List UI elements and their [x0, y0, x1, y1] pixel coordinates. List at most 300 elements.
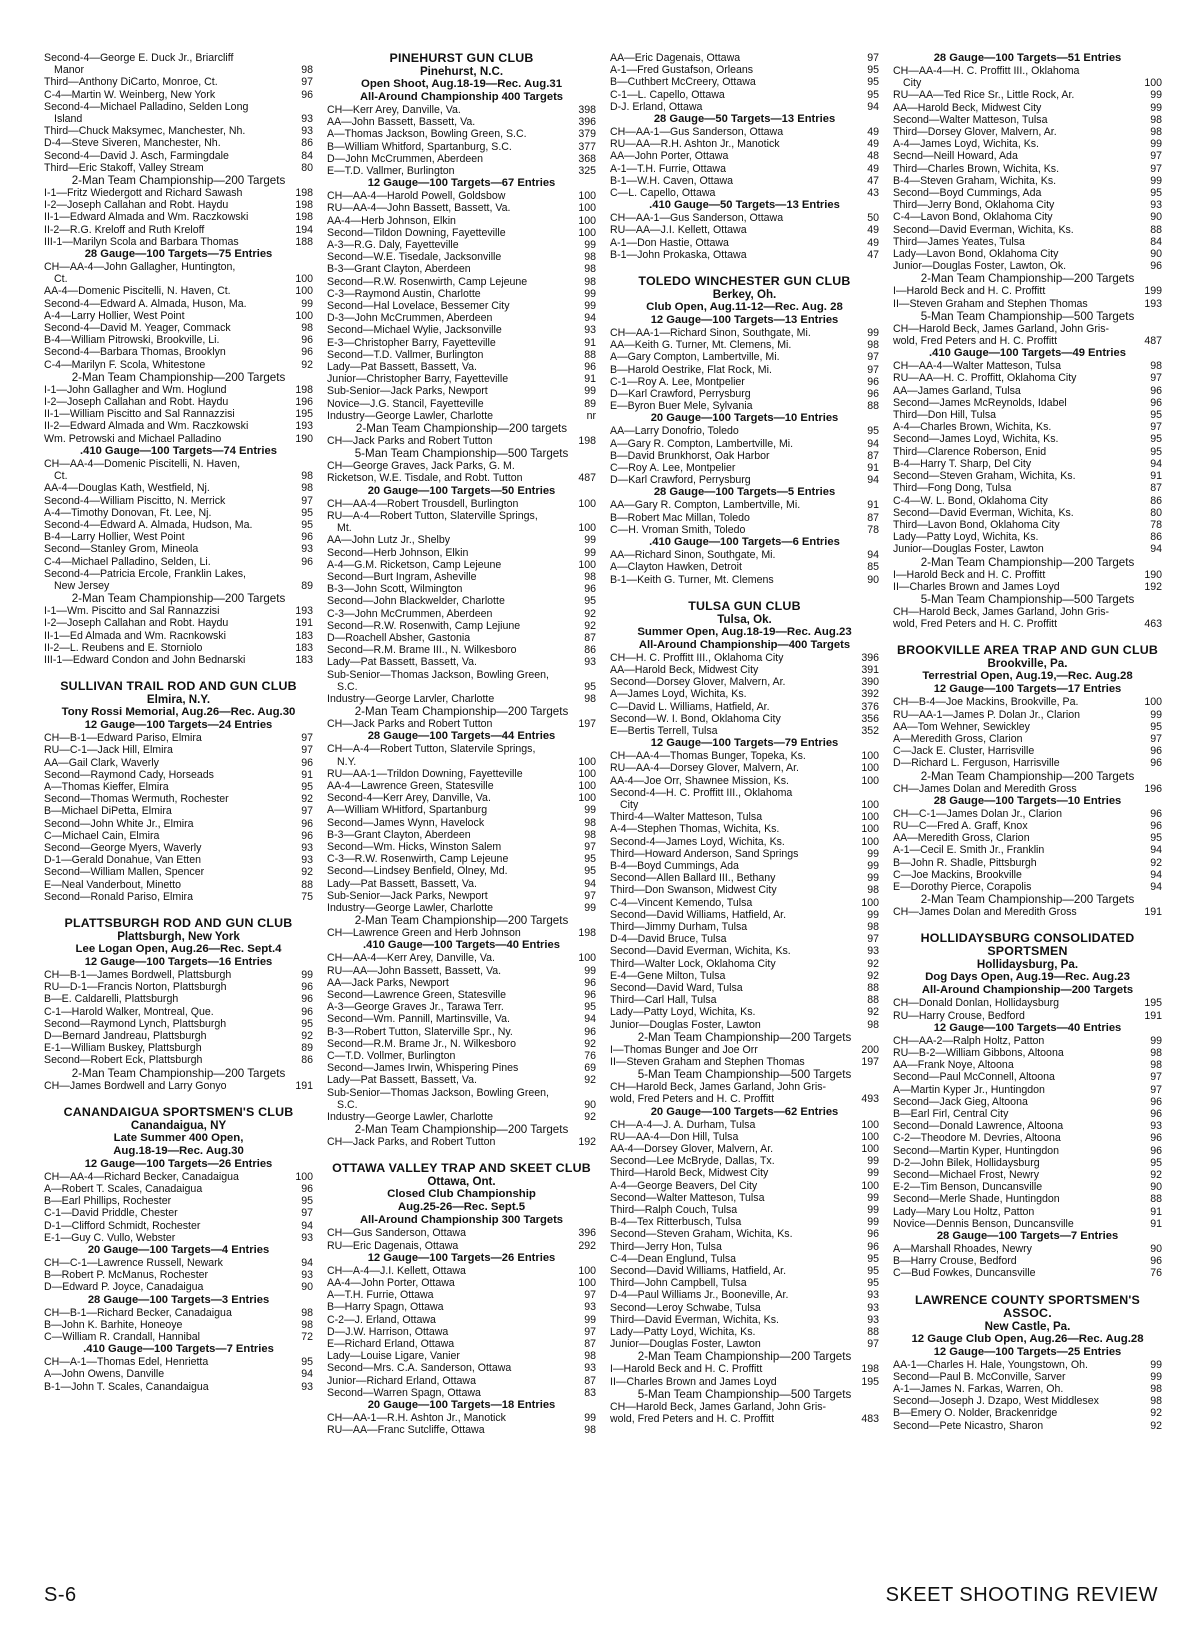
- shooter-entry: A-1—James N. Farkas, Warren, Oh.: [893, 1383, 1064, 1396]
- shooter-entry: II-1—Ed Almada and Wm. Racnkowski: [44, 629, 226, 642]
- shooter-entry: B—Robert Mac Millan, Toledo: [610, 511, 750, 524]
- score: 97: [867, 351, 879, 364]
- result-row: [893, 89, 1162, 101]
- result-row: [893, 1395, 1162, 1407]
- score: 87: [867, 511, 879, 524]
- result-row: [893, 175, 1162, 187]
- event-name: Summer Open, Aug.18-19—Rec. Aug.23: [637, 625, 852, 638]
- shooter-entry: B-1—W.H. Caven, Ottawa: [610, 174, 734, 187]
- shooter-entry: Lady—Patty Loyd, Wichita, Ks.: [610, 1006, 756, 1019]
- shooter-entry: CH—H. C. Proffitt III., Oklahoma City: [610, 651, 784, 664]
- result-row: [893, 857, 1162, 869]
- event-category-heading: All-Around Championship 400 Targets: [359, 91, 564, 103]
- score: 88: [1150, 1193, 1162, 1206]
- shooter-entry: B—E. Caldarelli, Plattsburgh: [44, 993, 179, 1006]
- result-row: [610, 524, 879, 536]
- result-row: [44, 519, 313, 531]
- team-event-heading: 2-Man Team Championship—200 Targets: [71, 370, 286, 384]
- score: 98: [301, 482, 313, 495]
- club-section: [893, 1294, 1162, 1432]
- shooter-entry: A—James Loyd, Wichita, Ks.: [610, 688, 747, 701]
- shooter-entry: Second—Boyd Cummings, Ada: [893, 187, 1042, 200]
- result-row: [610, 1056, 879, 1068]
- result-row: [610, 101, 879, 113]
- shooter-entry: CH—Donald Donlan, Hollidaysburg: [893, 997, 1060, 1010]
- result-row: [327, 1277, 596, 1289]
- shooter-entry: Second—Paul B. McConville, Sarver: [893, 1370, 1066, 1383]
- result-row: [327, 1062, 596, 1074]
- team-event-heading: 2-Man Team Championship—200 Targets: [354, 914, 569, 928]
- score: 97: [867, 933, 879, 946]
- shooter-entry: A—John Owens, Danville: [44, 1368, 165, 1381]
- score: 352: [861, 724, 879, 737]
- shooter-entry: Second-4—William Piscitto, N. Merrick: [44, 494, 226, 507]
- result-row: [44, 495, 313, 507]
- shooter-entry: B-4—Larry Hollier, West Point: [44, 531, 185, 544]
- shooter-entry: C-1—Harold Walker, Montreal, Que.: [44, 1005, 214, 1018]
- result-row: [893, 163, 1162, 175]
- shooter-entry: CH—AA-4—John Gallagher, Huntington,: [44, 261, 236, 274]
- shooter-entry: Third—Ralph Couch, Tulsa: [610, 1204, 738, 1217]
- result-row: [327, 534, 596, 546]
- result-row: [893, 1096, 1162, 1108]
- score: 99: [584, 546, 596, 559]
- score: 89: [584, 397, 596, 410]
- score: 95: [584, 595, 596, 608]
- score: 100: [578, 952, 596, 965]
- result-row: [327, 1350, 596, 1362]
- shooter-entry: RU—AA—Ted Rice Sr., Little Rock, Ar.: [893, 89, 1075, 102]
- shooter-entry: S.C.: [337, 680, 358, 693]
- shooter-entry: CH—B-1—Richard Becker, Canadaigua: [44, 1306, 232, 1319]
- result-row: [610, 1131, 879, 1143]
- shooter-entry: Third—Dorsey Glover, Malvern, Ar.: [893, 126, 1057, 139]
- shooter-entry: Second-4—James Loyd, Wichita, Ks.: [610, 835, 785, 848]
- result-row: [327, 251, 596, 263]
- result-row: [327, 792, 596, 804]
- score: 96: [1150, 1144, 1162, 1157]
- result-row: [44, 1269, 313, 1281]
- score: 98: [584, 1350, 596, 1363]
- event-category-heading: 28 Gauge—100 Targets—3 Entries: [87, 1293, 270, 1306]
- result-row: [893, 397, 1162, 409]
- event-category-heading: .410 Gauge—100 Targets—7 Entries: [83, 1343, 274, 1356]
- result-row: [327, 239, 596, 251]
- result-row: [893, 433, 1162, 445]
- score: 100: [578, 202, 596, 215]
- shooter-entry: I—Harold Beck and H. C. Proffitt: [893, 568, 1046, 581]
- shooter-entry: D—Karl Crawford, Perrysburg: [610, 388, 751, 401]
- score: 91: [1150, 1205, 1162, 1218]
- score: 92: [584, 607, 596, 620]
- result-row: [44, 866, 313, 878]
- shooter-entry: E—Neal Vanderbout, Minetto: [44, 878, 182, 891]
- club-title: CANANDAIGUA SPORTSMEN'S CLUB: [63, 1104, 294, 1119]
- score: 97: [301, 1207, 313, 1220]
- score: 200: [861, 1043, 879, 1056]
- result-row: [610, 688, 879, 700]
- score: 95: [584, 865, 596, 878]
- score: 100: [861, 1130, 879, 1143]
- result-row: [610, 249, 879, 261]
- result-row: [44, 298, 313, 310]
- score: 97: [1150, 732, 1162, 745]
- result-row: [44, 334, 313, 346]
- shooter-entry: C-1—Roy A. Lee, Montpelier: [610, 375, 745, 388]
- score: 99: [584, 804, 596, 817]
- shooter-entry: CH—James Dolan and Meredith Gross: [893, 782, 1077, 795]
- score: 96: [301, 981, 313, 994]
- result-row: [610, 499, 879, 511]
- result-row: [610, 897, 879, 909]
- score: 47: [867, 248, 879, 261]
- shooter-entry: A-1—T.H. Furrie, Ottawa: [610, 162, 726, 175]
- shooter-entry: D—Edward P. Joyce, Canadaigua: [44, 1281, 204, 1294]
- results-column: [44, 52, 313, 1572]
- section-continuation: [893, 52, 1162, 630]
- shooter-entry: CH—AA-4—Walter Matteson, Tulsa: [893, 360, 1061, 373]
- result-row: [327, 718, 596, 730]
- score: 392: [861, 688, 879, 701]
- score: 100: [578, 1264, 596, 1277]
- score: 100: [578, 226, 596, 239]
- result-row: [610, 1228, 879, 1240]
- event-category-heading: 28 Gauge—100 Targets—7 Entries: [936, 1230, 1119, 1243]
- shooter-entry: A-4—Timothy Donovan, Ft. Lee, Nj.: [44, 506, 212, 519]
- event-category-heading: 12 Gauge—100 Targets—26 Entries: [84, 1157, 273, 1170]
- shooter-entry: CH—AA-2—Ralph Holtz, Patton: [893, 1034, 1045, 1047]
- shooter-entry: RU—AA-4—Dorsey Glover, Malvern, Ar.: [610, 762, 799, 775]
- shooter-entry: Second—Thomas Wermuth, Rochester: [44, 793, 229, 806]
- score: 99: [584, 964, 596, 977]
- result-row: [893, 1071, 1162, 1083]
- result-row: [44, 1368, 313, 1380]
- shooter-entry: RU—Harry Crouse, Bedford: [893, 1009, 1025, 1022]
- score: 100: [578, 755, 596, 768]
- result-row: [44, 125, 313, 137]
- result-row: [44, 818, 313, 830]
- event-category-heading: 12 Gauge—100 Targets—26 Entries: [367, 1251, 556, 1264]
- result-row: [327, 768, 596, 780]
- shooter-entry: RU—A-4—Robert Tutton, Slaterville Springs,: [327, 509, 538, 522]
- shooter-entry: Mt.: [337, 522, 352, 535]
- score: 99: [867, 1155, 879, 1168]
- result-row: [44, 531, 313, 543]
- result-row: [610, 574, 879, 586]
- score: 96: [584, 989, 596, 1001]
- result-row: [44, 150, 313, 162]
- result-row: [610, 823, 879, 835]
- shooter-entry: Second-4—Michael Palladino, Selden Long: [44, 100, 249, 113]
- result-row: [893, 458, 1162, 470]
- shooter-entry: D-4—David Bruce, Tulsa: [610, 933, 727, 946]
- team-event-heading: 5-Man Team Championship—500 Targets: [637, 1068, 852, 1082]
- result-row: [610, 1326, 879, 1338]
- score: 98: [301, 1318, 313, 1331]
- result-row: [893, 844, 1162, 856]
- team-event-heading: 5-Man Team Championship—500 Targets: [920, 592, 1135, 606]
- score: 95: [867, 64, 879, 77]
- shooter-entry: Second—Steven Graham, Wichita, Ks.: [610, 1228, 793, 1241]
- result-row: [44, 1381, 313, 1393]
- team-event-heading: 5-Man Team Championship—500 Targets: [637, 1387, 852, 1401]
- result-row: [44, 384, 313, 396]
- shooter-entry: Third—Don Swanson, Midwest City: [610, 884, 777, 897]
- score: 198: [578, 435, 596, 448]
- shooter-entry: RU—AA—Franc Sutcliffe, Ottawa: [327, 1424, 485, 1437]
- score: 95: [1150, 1156, 1162, 1169]
- shooter-entry: II-1—William Piscitto and Sal Rannazzisi: [44, 408, 235, 421]
- shooter-entry: Third—John Campbell, Tulsa: [610, 1277, 747, 1290]
- result-row: [44, 1232, 313, 1244]
- shooter-entry: C—Michael Cain, Elmira: [44, 829, 160, 842]
- club-location: Plattsburgh, New York: [117, 929, 240, 943]
- score: 194: [295, 223, 313, 236]
- event-category-heading: 12 Gauge—100 Targets—17 Entries: [933, 683, 1122, 696]
- shooter-entry: Second—James Wynn, Havelock: [327, 816, 485, 829]
- score: 93: [301, 854, 313, 867]
- score: 96: [1150, 745, 1162, 758]
- score: 100: [1144, 77, 1162, 90]
- score: 198: [295, 187, 313, 200]
- shooter-entry: CH—Harold Beck, James Garland, John Gris-: [893, 322, 1110, 335]
- result-row: [610, 1265, 879, 1277]
- shooter-entry: Second—W.E. Tisedale, Jacksonville: [327, 251, 502, 264]
- score: 99: [1150, 138, 1162, 151]
- result-row: [610, 212, 879, 224]
- shooter-entry: A-3—George Graves Jr., Tarawa Terr.: [327, 1001, 504, 1014]
- shooter-entry: E-2—Tim Benson, Duncansville: [893, 1181, 1043, 1194]
- club-title: OTTAWA VALLEY TRAP AND SKEET CLUB: [332, 1161, 591, 1176]
- result-row: [327, 1026, 596, 1038]
- score: 199: [1144, 285, 1162, 298]
- score: 100: [861, 1143, 879, 1156]
- result-row: [893, 1193, 1162, 1205]
- score: 98: [584, 570, 596, 583]
- score: 49: [867, 236, 879, 249]
- score: 49: [867, 126, 879, 139]
- shooter-entry: Lady—Patty Loyd, Wichita, Ks.: [610, 1326, 756, 1339]
- score: 91: [867, 462, 879, 475]
- shooter-entry: CH—B-1—James Bordwell, Plattsburgh: [44, 968, 232, 981]
- score: 84: [301, 149, 313, 162]
- shooter-entry: CH—A-4—Robert Tutton, Slatervile Springs,: [327, 743, 536, 756]
- shooter-entry: Lady—Mary Lou Holtz, Patton: [893, 1205, 1035, 1218]
- score: 94: [867, 549, 879, 562]
- result-row: [327, 1136, 596, 1148]
- shooter-entry: B-4—Harry T. Sharp, Del City: [893, 457, 1032, 470]
- result-row: [44, 346, 313, 358]
- score: 95: [1150, 187, 1162, 200]
- score: 93: [584, 324, 596, 337]
- shooter-entry: C—Jack E. Cluster, Harrisville: [893, 745, 1035, 758]
- result-row: [893, 409, 1162, 421]
- result-row: [327, 632, 596, 644]
- result-row: [44, 854, 313, 866]
- shooter-entry: Second—William Mallen, Spencer: [44, 866, 205, 879]
- result-row: [610, 848, 879, 860]
- shooter-entry: CH—C-1—Lawrence Russell, Newark: [44, 1257, 223, 1270]
- shooter-entry: Manor: [54, 64, 85, 77]
- score: 91: [584, 336, 596, 349]
- shooter-entry: E-4—Gene Milton, Tulsa: [610, 969, 726, 982]
- score: 98: [1150, 1383, 1162, 1396]
- shooter-entry: A—Thomas Jackson, Bowling Green, S.C.: [327, 128, 527, 141]
- result-row: [610, 799, 879, 811]
- shooter-entry: E-3—Christopher Barry, Fayetteville: [327, 336, 496, 349]
- event-category-heading: 20 Gauge—100 Targets—50 Entries: [367, 484, 556, 497]
- shooter-entry: Second—Donald Lawrence, Altoona: [893, 1120, 1064, 1133]
- result-row: [44, 805, 313, 817]
- result-row: [327, 498, 596, 510]
- result-row: [610, 884, 879, 896]
- club-location: Berkey, Oh.: [712, 288, 777, 302]
- score: 93: [867, 1301, 879, 1314]
- shooter-entry: III-1—Marilyn Scola and Barbara Thomas: [44, 235, 239, 248]
- club-section: [610, 275, 879, 586]
- shooter-entry: New Jersey: [54, 579, 110, 592]
- score: 88: [301, 878, 313, 891]
- result-row: [327, 1227, 596, 1239]
- club-title: TOLEDO WINCHESTER GUN CLUB: [638, 274, 851, 289]
- shooter-entry: CH—AA-1—R.H. Ashton Jr., Manotick: [327, 1412, 506, 1425]
- shooter-entry: Ct.: [54, 470, 68, 483]
- shooter-entry: wold, Fred Peters and H. C. Proffitt: [893, 335, 1058, 348]
- shooter-entry: Lady—Pat Bassett, Bassett, Va.: [327, 877, 477, 890]
- score: 198: [295, 383, 313, 396]
- result-row: [327, 288, 596, 300]
- score: 97: [584, 1325, 596, 1338]
- result-row: [44, 89, 313, 101]
- score: 92: [1150, 1419, 1162, 1432]
- score: 92: [301, 866, 313, 879]
- score: 192: [1144, 580, 1162, 593]
- shooter-entry: B-1—John T. Scales, Canandaigua: [44, 1380, 209, 1393]
- result-row: [44, 842, 313, 854]
- result-row: [893, 211, 1162, 223]
- result-row: [44, 162, 313, 174]
- result-row: [44, 285, 313, 297]
- result-row: [327, 1326, 596, 1338]
- result-row: [327, 141, 596, 153]
- result-row: [893, 531, 1162, 543]
- shooter-entry: Second—Wm. Pannill, Martinsville, Va.: [327, 1013, 510, 1026]
- shooter-entry: CH—AA-4—Thomas Bunger, Topeka, Ks.: [610, 750, 806, 763]
- result-row: [44, 1257, 313, 1269]
- result-row: [327, 989, 596, 1001]
- score: 93: [1150, 1120, 1162, 1133]
- team-event-heading: 2-Man Team Championship—200 Targets: [71, 592, 286, 606]
- score: 96: [584, 1025, 596, 1038]
- score: 94: [301, 1257, 313, 1270]
- shooter-entry: Second—Ronald Pariso, Elmira: [44, 890, 193, 903]
- score: 80: [301, 161, 313, 174]
- result-row: [610, 388, 879, 400]
- shooter-entry: B-4—William Pitrowski, Brookville, Li.: [44, 334, 220, 347]
- team-event-heading: 2-Man Team Championship—200 Targets: [920, 272, 1135, 286]
- club-location: Brookville, Pa.: [987, 657, 1068, 671]
- shooter-entry: D—Bernard Jandreau, Plattsburgh: [44, 1030, 207, 1042]
- result-row: [327, 510, 596, 522]
- score: 95: [301, 506, 313, 519]
- shooter-entry: Second—R.M. Brame III., N. Wilkesboro: [327, 644, 517, 657]
- result-row: [327, 756, 596, 768]
- shooter-entry: C-2—Theodore M. Devries, Altoona: [893, 1132, 1061, 1145]
- shooter-entry: II-2—R.G. Kreloff and Ruth Kreloff: [44, 223, 205, 236]
- result-row: [610, 237, 879, 249]
- score: 90: [1150, 248, 1162, 261]
- result-row: [893, 696, 1162, 708]
- result-row: [893, 783, 1162, 795]
- result-row: [327, 410, 596, 422]
- result-row: [893, 881, 1162, 893]
- event-category-heading: All-Around Championship—200 Targets: [921, 984, 1134, 997]
- score: 50: [867, 212, 879, 225]
- result-row: [44, 769, 313, 781]
- shooter-entry: Ct.: [54, 273, 68, 286]
- shooter-entry: Second-4—Barbara Thomas, Brooklyn: [44, 346, 226, 359]
- score: 96: [867, 388, 879, 401]
- shooter-entry: A-4—Larry Hollier, West Point: [44, 309, 185, 322]
- shooter-entry: CH—AA-4—Harold Powell, Goldsbow: [327, 190, 506, 203]
- shooter-entry: AA—Richard Sinon, Southgate, Mi.: [610, 549, 776, 562]
- score: 95: [867, 1252, 879, 1265]
- club-title: BROOKVILLE AREA TRAP AND GUN CLUB: [896, 643, 1159, 658]
- score: 487: [1144, 335, 1162, 348]
- shooter-entry: City: [903, 77, 922, 90]
- result-row: [610, 1314, 879, 1326]
- event-category-heading: 20 Gauge—100 Targets—62 Entries: [650, 1105, 839, 1118]
- shooter-entry: Sub-Senior—Thomas Jackson, Bowling Green,: [327, 1086, 549, 1099]
- shooter-entry: Second—Walter Matteson, Tulsa: [893, 113, 1048, 126]
- score: 99: [867, 1191, 879, 1204]
- result-row: [893, 114, 1162, 126]
- event-name: Tony Rossi Memorial, Aug.26—Rec. Aug.30: [61, 706, 296, 719]
- score: 95: [584, 1001, 596, 1014]
- shooter-entry: I-1—Wm. Piscitto and Sal Rannazzisi: [44, 605, 220, 618]
- score: 96: [301, 555, 313, 568]
- shooter-entry: Industry—George Lawler, Charlotte: [327, 1111, 494, 1124]
- shooter-entry: C-4—Dean Englund, Tulsa: [610, 1252, 737, 1265]
- result-row: [44, 433, 313, 445]
- result-row: [610, 1044, 879, 1056]
- score: 97: [301, 76, 313, 89]
- result-row: [893, 446, 1162, 458]
- score: 100: [578, 792, 596, 805]
- shooter-entry: B—Cuthbert McCreery, Ottawa: [610, 76, 756, 89]
- result-row: [893, 360, 1162, 372]
- result-row: [327, 202, 596, 214]
- shooter-entry: II-1—Edward Almada and Wm. Raczkowski: [44, 211, 249, 224]
- shooter-entry: Second—James Loyd, Wichita, Ks.: [893, 433, 1059, 446]
- shooter-entry: Second—Paul McConnell, Altoona: [893, 1071, 1055, 1084]
- result-row: [327, 780, 596, 792]
- result-row: [893, 606, 1162, 618]
- result-row: [44, 322, 313, 334]
- score: 95: [301, 1356, 313, 1369]
- team-event-heading: 5-Man Team Championship—500 Targets: [354, 447, 569, 461]
- shooter-entry: CH—Jack Parks and Robert Tutton: [327, 435, 493, 448]
- score: 97: [867, 1338, 879, 1351]
- club-location: Canandaigua, NY: [130, 1118, 227, 1132]
- shooter-entry: Second—Burt Ingram, Asheville: [327, 570, 477, 583]
- score: 96: [1150, 807, 1162, 820]
- magazine-title: SKEET SHOOTING REVIEW: [885, 1584, 1158, 1606]
- result-row: [893, 482, 1162, 494]
- club-section: [44, 1106, 313, 1393]
- score: 100: [295, 1170, 313, 1183]
- result-row: [44, 793, 313, 805]
